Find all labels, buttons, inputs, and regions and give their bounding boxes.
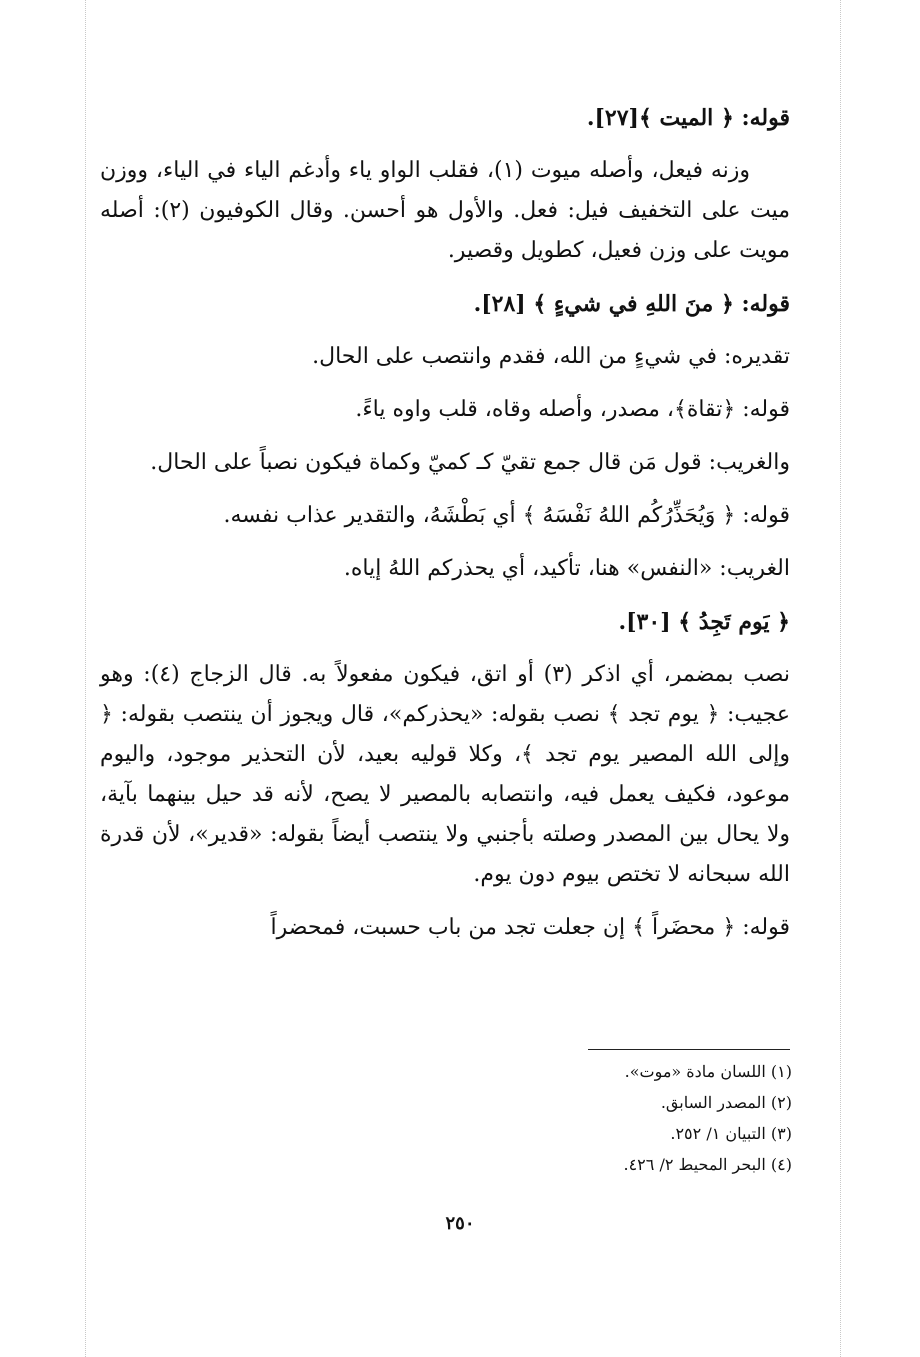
footnote-3: (٣) التبيان ١/ ٢٥٢.	[670, 1124, 792, 1143]
footnotes	[400, 1056, 792, 1180]
scan-mark	[840, 0, 841, 1357]
main-text	[100, 98, 790, 961]
paragraph-3: قوله: ﴿ منَ اللهِ في شيءٍ ﴾ [٢٨].	[473, 291, 790, 317]
paragraph-2: وزنه فيعل، وأصله ميوت (١)، فقلب الواو ياء وأدغم الياء في الياء، ووزن ميت على التخفيف فيل: فعل. والأول هو أحسن. وقال الكوفيون (٢): أصله مويت على وزن فعيل، كطويل وقصير.	[100, 158, 790, 263]
paragraph-10: نصب بمضمر، أي اذكر (٣) أو اتق، فيكون مفعولاً به. قال الزجاج (٤): وهو عجيب: ﴿ يوم تجد ﴾ نصب بقوله: «يحذركم»، قال ويجوز أن ينتصب بقوله: ﴿ وإلى الله المصير يوم تجد ﴾، وكلا قوليه بعيد، لأن التحذير موجود، واليوم موعود، فكيف يعمل فيه، وانتصابه بالمصير لا يصح، لأنه قد حيل بينهما بآية، ولا يحال بين المصدر وصلته بأجنبي ولا ينتصب أيضاً بقوله: «قدير»، لأن قدرة الله سبحانه لا تختص بيوم دون يوم.	[100, 662, 790, 887]
scan-mark	[85, 0, 86, 1357]
footnote-1: (١) اللسان مادة «موت».	[624, 1062, 792, 1081]
paragraph-1: قوله: ﴿ الميت ﴾[٢٧].	[586, 105, 790, 131]
paragraph-8: الغريب: «النفس» هنا، تأكيد، أي يحذركم اللهُ إياه.	[343, 556, 790, 581]
paragraph-11: قوله: ﴿ محضَراً ﴾ إن جعلت تجد من باب حسبت، فمحضراً	[270, 915, 790, 940]
paragraph-4: تقديره: في شيءٍ من الله، فقدم وانتصب على الحال.	[312, 344, 790, 369]
paragraph-7: قوله: ﴿ وَيُحَذِّرُكُم اللهُ نَفْسَهُ ﴾ أي بَطْشَهُ، والتقدير عذاب نفسه.	[223, 503, 790, 528]
footnote-divider	[588, 1049, 790, 1050]
paragraph-6: والغريب: قول مَن قال جمع تقيّ كـ كميّ وكماة فيكون نصباً على الحال.	[150, 450, 790, 475]
footnote-4: (٤) البحر المحيط ٢/ ٤٢٦.	[623, 1155, 792, 1174]
paragraph-9: ﴿ يَوم تَجِدُ ﴾ [٣٠].	[618, 609, 790, 635]
paragraph-5: قوله: ﴿تقاة﴾، مصدر، وأصله وقاه، قلب واوه ياءً.	[355, 397, 790, 422]
page-number: ٢٥٠	[445, 1213, 475, 1234]
footnote-2: (٢) المصدر السابق.	[660, 1093, 792, 1112]
